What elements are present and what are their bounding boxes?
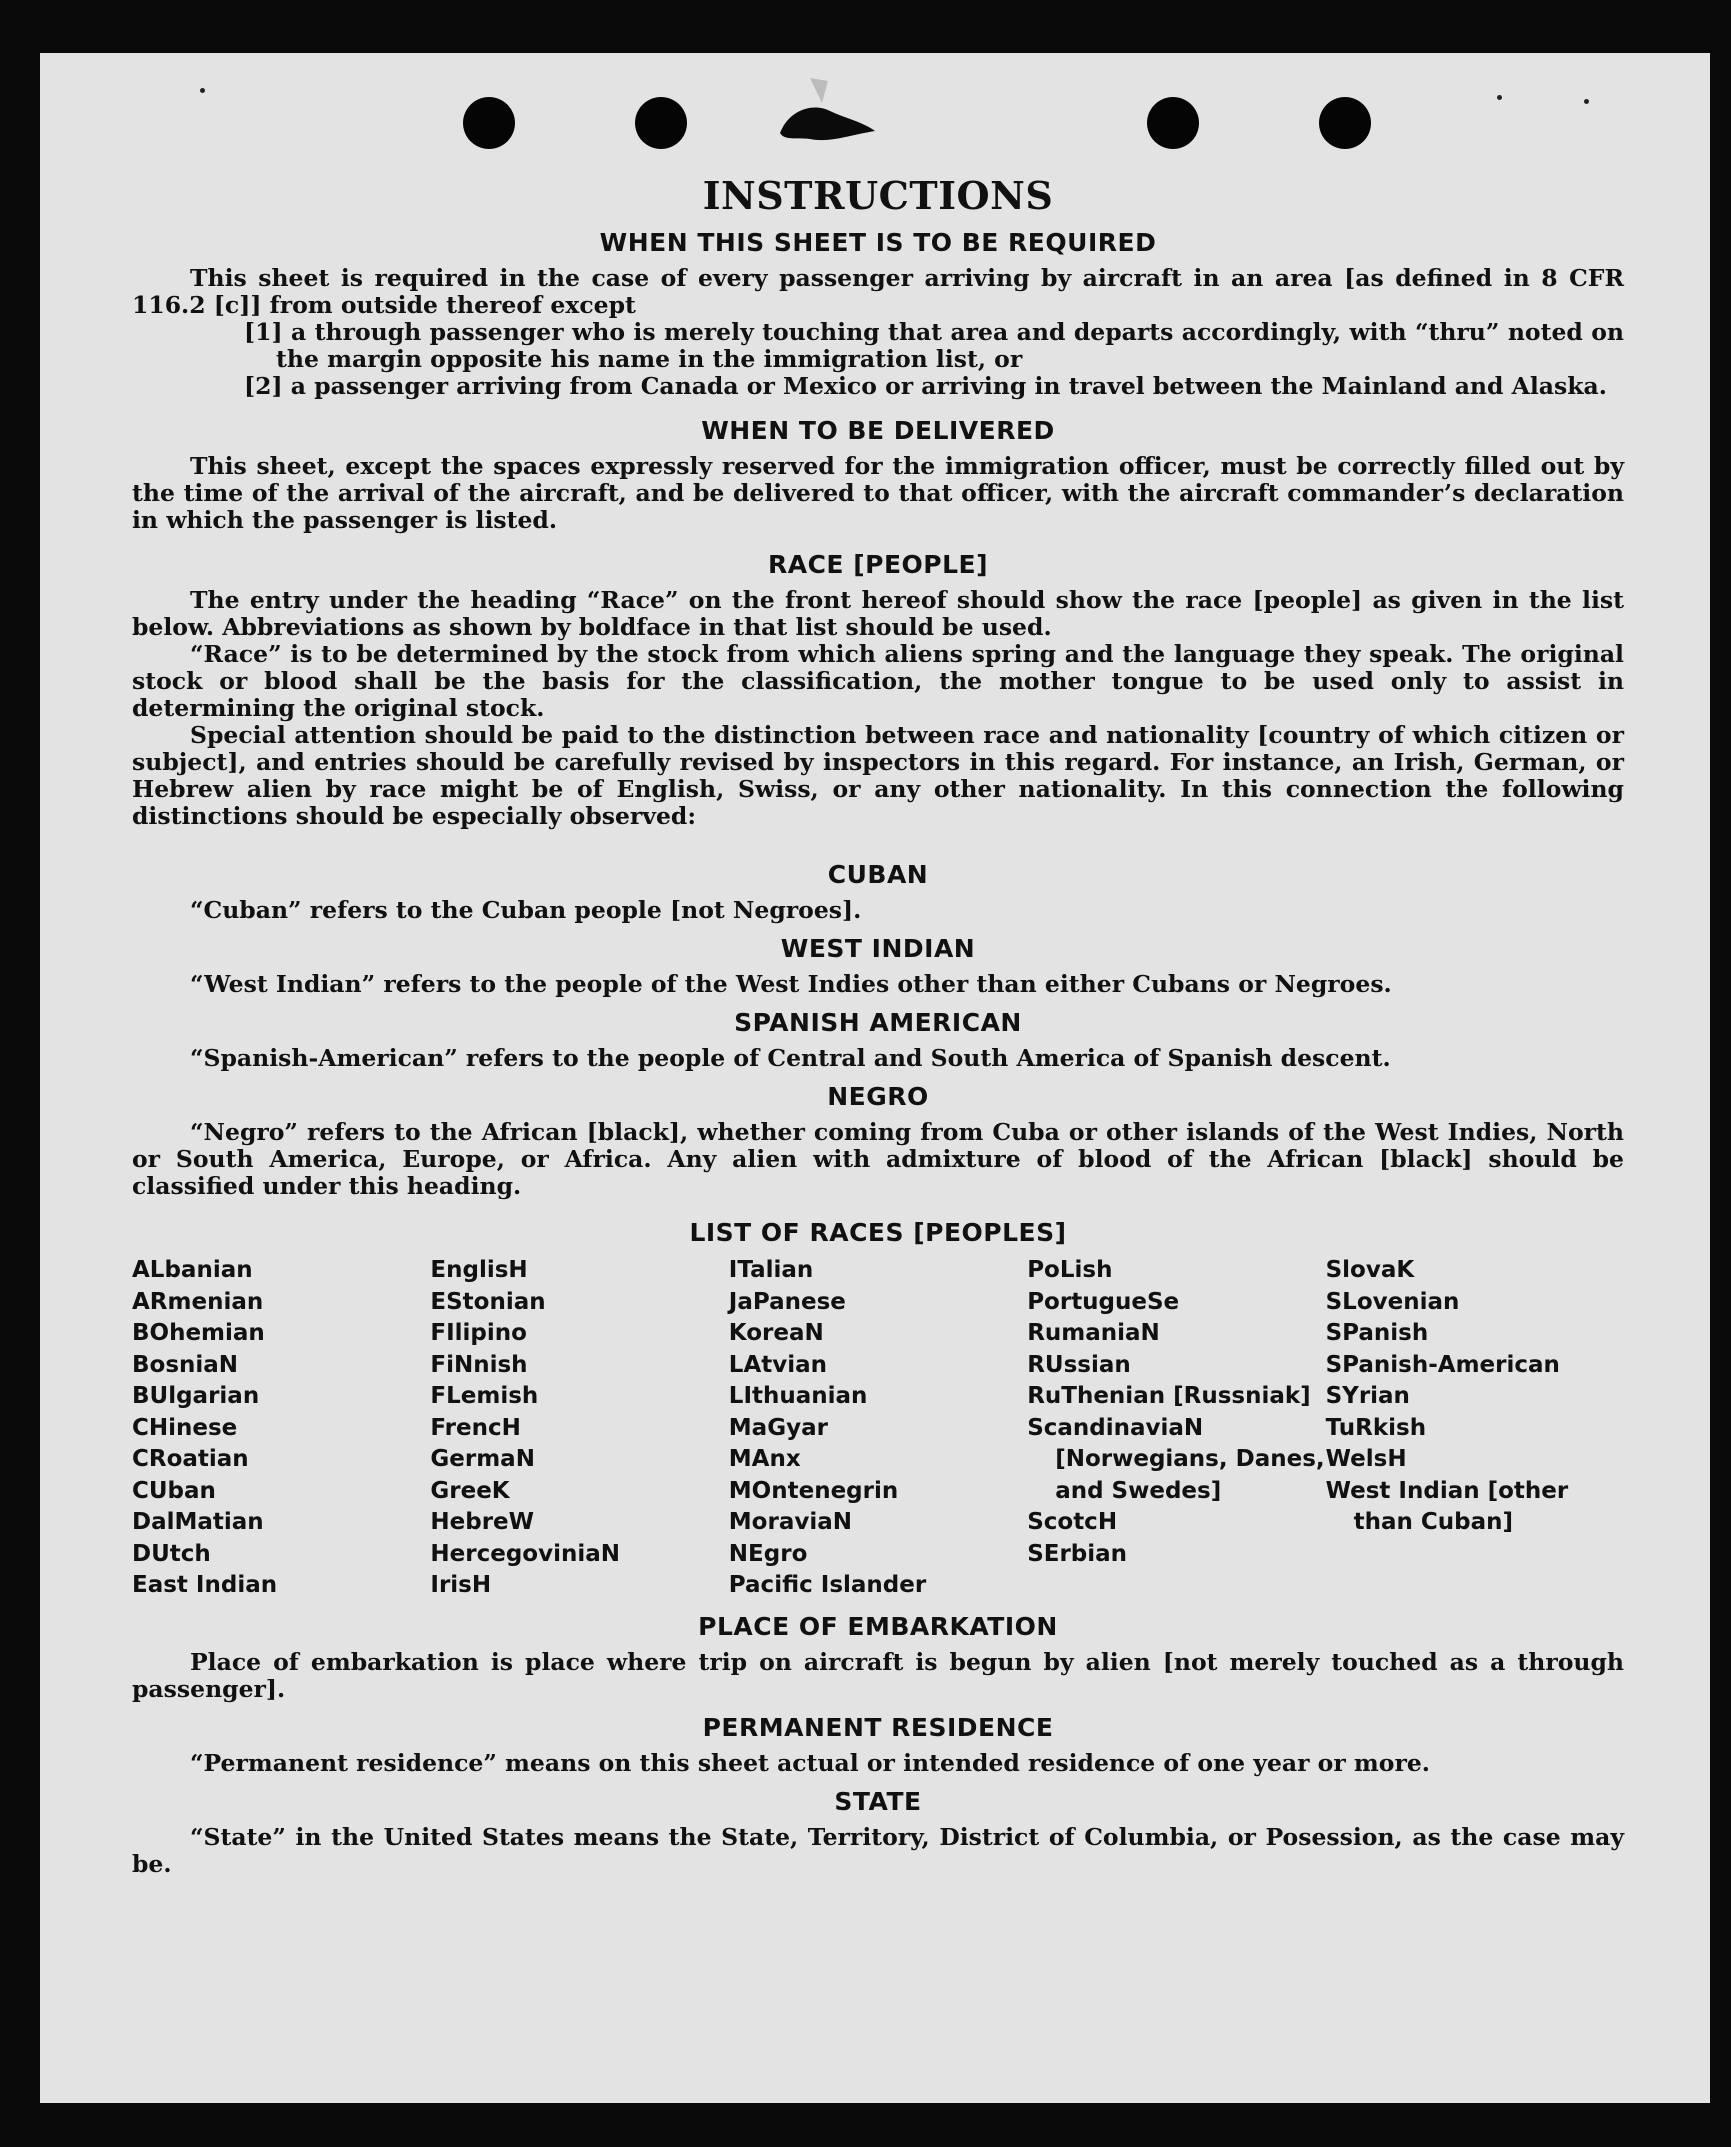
race-item: IrisH	[430, 1572, 492, 1598]
race-item: DalMatian	[132, 1509, 264, 1535]
race-item: EnglisH	[430, 1257, 528, 1283]
heading-list-of-races: LIST OF RACES [PEOPLES]	[689, 1218, 1067, 1247]
race-item: TuRkish	[1325, 1414, 1427, 1441]
race-paragraph-2: “Race” is to be determined by the stock from which aliens spring and the language they speak. The original stock or blood shall be the basis for the classification, the mother tongue to be used only to assist in determining the original stock.	[132, 640, 1624, 722]
race-item: FrencH	[430, 1414, 521, 1441]
race-item: ScandinaviaN [Norwegians, Danes, and Swedes]	[1027, 1414, 1325, 1504]
race-item: ALbanian	[132, 1257, 253, 1283]
races-column-3	[729, 1255, 1027, 1602]
race-item: MoraviaN	[728, 1509, 852, 1535]
spanish-american-text: “Spanish-American” refers to the people of Central and South America of Spanish descent.	[190, 1044, 1391, 1072]
race-item: ARmenian	[132, 1288, 264, 1315]
race-item: WelsH	[1325, 1446, 1407, 1472]
punch-hole	[635, 97, 687, 149]
speck	[1584, 99, 1589, 104]
heading-when-required: WHEN THIS SHEET IS TO BE REQUIRED	[599, 228, 1157, 257]
race-item: RUssian	[1027, 1351, 1131, 1378]
race-item: DUtch	[132, 1540, 211, 1567]
when-required-intro: This sheet is required in the case of every passenger arriving by aircraft in an area [as defined in 8 CFR 116.2 [c]] from outside thereof except	[132, 264, 1624, 319]
when-required-item-1: [1] a through passenger who is merely touching that area and departs accordingly, with “thru” noted on the margin opposite his name in the immigration list, or	[244, 318, 1624, 373]
heading-when-delivered: WHEN TO BE DELIVERED	[701, 416, 1055, 445]
race-item: SYrian	[1325, 1383, 1410, 1409]
race-item: SErbian	[1027, 1540, 1128, 1567]
negro-text: “Negro” refers to the African [black], whether coming from Cuba or other islands of the West Indies, North or South America, Europe, or Africa. Any alien with admixture of blood of the African [black] should be classified under this heading.	[132, 1118, 1624, 1200]
races-column-4	[1027, 1255, 1325, 1602]
races-list	[132, 1255, 1624, 1602]
race-item: SPanish-American	[1325, 1351, 1560, 1378]
race-item: FIlipino	[430, 1320, 527, 1346]
when-delivered-text: This sheet, except the spaces expressly reserved for the immigration officer, must be correctly filled out by the time of the arrival of the aircraft, and be delivered to that officer, with the aircraft commander’s declaration in which the passenger is listed.	[132, 452, 1624, 534]
torn-edge-mark	[770, 73, 880, 153]
race-item: RumaniaN	[1027, 1320, 1160, 1346]
page-title: INSTRUCTIONS	[702, 173, 1054, 218]
heading-embarkation: PLACE OF EMBARKATION	[698, 1611, 1058, 1641]
speck	[1497, 95, 1502, 100]
race-item: ITalian	[728, 1257, 814, 1283]
embarkation-text: Place of embarkation is place where trip on aircraft is begun by alien [not merely touched as a through passenger].	[132, 1647, 1624, 1703]
punch-hole	[1147, 97, 1199, 149]
race-item: Pacific Islander	[728, 1572, 927, 1598]
state-text: “State” in the United States means the State, Territory, District of Columbia, or Posession, as the case may be.	[132, 1822, 1624, 1878]
race-item: RuThenian [Russniak]	[1027, 1383, 1311, 1409]
race-paragraph-1: The entry under the heading “Race” on the front hereof should show the race [people] as given in the list below. Abbreviations as shown by boldface in that list should be used.	[132, 586, 1624, 641]
when-required-item-2: [2] a passenger arriving from Canada or Mexico or arriving in travel between the Mainland and Alaska.	[244, 372, 1607, 400]
race-item: FLemish	[430, 1383, 539, 1409]
heading-west-indian: WEST INDIAN	[780, 934, 976, 963]
punch-hole	[463, 97, 515, 149]
document-page	[40, 53, 1710, 2103]
race-item: BUlgarian	[132, 1383, 260, 1409]
instructions-content	[132, 173, 1624, 1878]
heading-state: STATE	[834, 1786, 922, 1816]
races-column-5	[1326, 1255, 1624, 1602]
race-paragraph-3: Special attention should be paid to the distinction between race and nationality [country of which citizen or subject], and entries should be carefully revised by inspectors in this regard. For instance, an Irish, German, or Hebrew alien by race might be of English, Swiss, or any other nationality. In this connection the following distinctions should be especially observed:	[132, 721, 1624, 830]
punch-hole	[1319, 97, 1371, 149]
race-item: MaGyar	[728, 1414, 828, 1441]
race-item: CHinese	[132, 1414, 238, 1441]
race-item: PortugueSe	[1027, 1288, 1180, 1315]
race-item: NEgro	[728, 1540, 808, 1567]
race-item: HebreW	[430, 1509, 535, 1535]
race-item: BosniaN	[132, 1351, 239, 1378]
heading-residence: PERMANENT RESIDENCE	[702, 1712, 1054, 1742]
race-item: KoreaN	[728, 1320, 824, 1346]
race-item: GermaN	[430, 1446, 535, 1472]
race-item: ScotcH	[1027, 1509, 1118, 1535]
race-item: BOhemian	[132, 1320, 265, 1346]
races-column-2	[430, 1255, 728, 1602]
heading-race: RACE [PEOPLE]	[767, 550, 989, 579]
race-item: West Indian [other than Cuban]	[1325, 1477, 1569, 1535]
race-item: JaPanese	[728, 1288, 846, 1315]
race-item: GreeK	[430, 1477, 510, 1504]
cuban-text: “Cuban” refers to the Cuban people [not Negroes].	[190, 896, 862, 924]
residence-text: “Permanent residence” means on this sheet actual or intended residence of one year or more.	[190, 1748, 1430, 1777]
race-item: East Indian	[132, 1572, 278, 1598]
race-item: PoLish	[1027, 1257, 1113, 1283]
heading-negro: NEGRO	[827, 1082, 929, 1111]
race-item: MOntenegrin	[728, 1477, 899, 1504]
race-item: SPanish	[1325, 1320, 1429, 1346]
race-item: FiNnish	[430, 1351, 528, 1378]
races-column-1	[132, 1255, 430, 1602]
race-item: LIthuanian	[728, 1383, 868, 1409]
race-item: HercegoviniaN	[430, 1540, 620, 1567]
race-item: CRoatian	[132, 1446, 249, 1472]
speck	[200, 88, 205, 93]
heading-spanish-american: SPANISH AMERICAN	[734, 1008, 1022, 1037]
race-item: LAtvian	[728, 1351, 828, 1378]
race-item: EStonian	[430, 1288, 546, 1315]
heading-cuban: CUBAN	[827, 860, 929, 889]
race-item: SLovenian	[1325, 1288, 1460, 1315]
race-item: MAnx	[728, 1446, 801, 1472]
race-item: SlovaK	[1325, 1257, 1415, 1283]
race-item: CUban	[132, 1477, 216, 1504]
west-indian-text: “West Indian” refers to the people of the West Indies other than either Cubans or Negroes.	[190, 970, 1392, 998]
